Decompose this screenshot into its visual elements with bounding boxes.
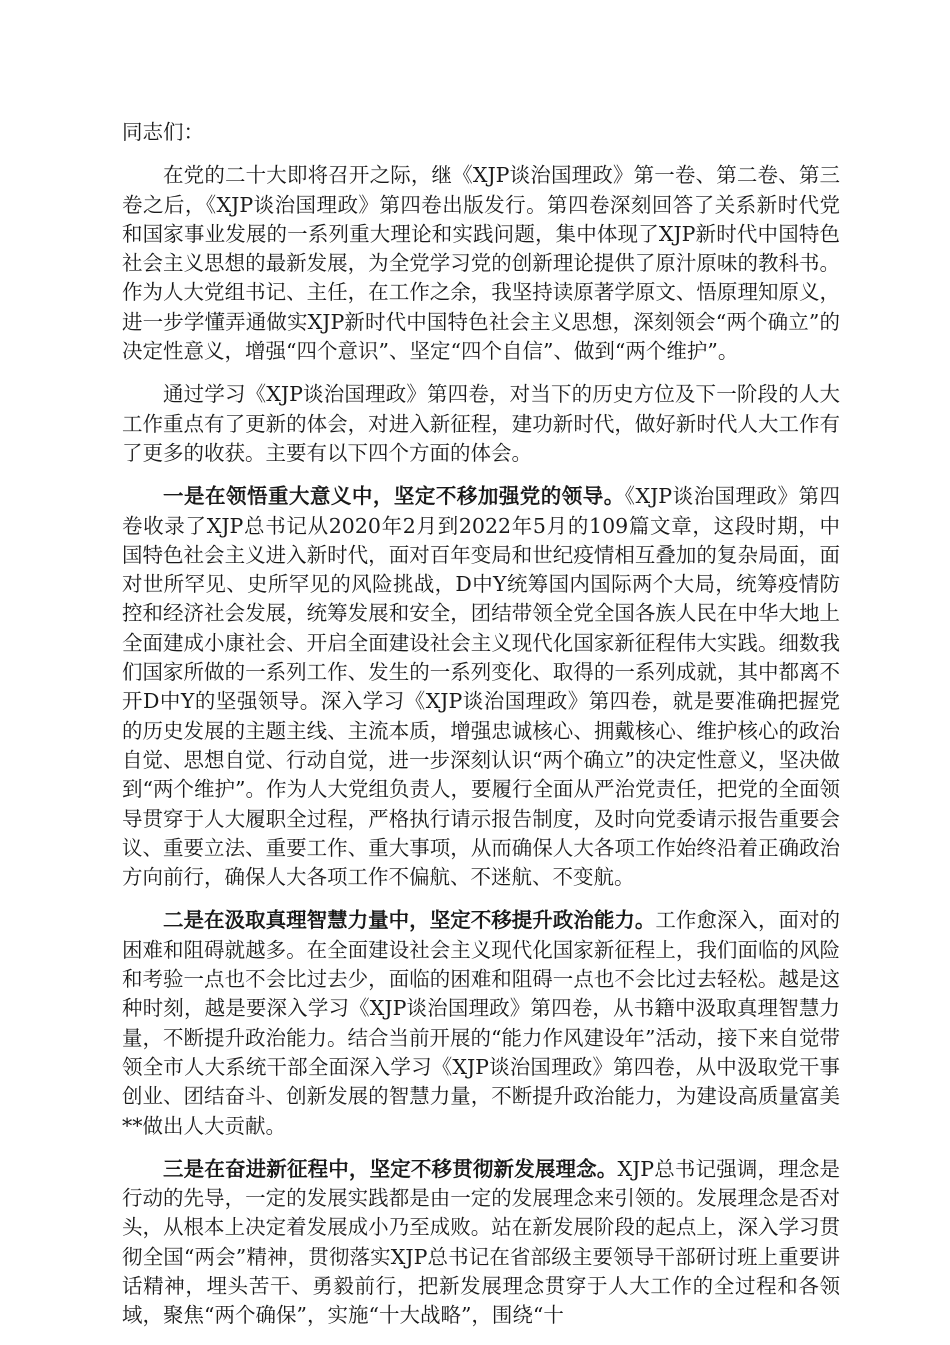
paragraph-point-two (122, 906, 840, 1140)
paragraph-lead-heading: 一是在领悟重大意义中，坚定不移加强党的领导。 (163, 484, 625, 509)
paragraph-intro (122, 161, 840, 366)
paragraph-point-one (122, 482, 840, 892)
paragraph-lead-heading: 二是在汲取真理智慧力量中，坚定不移提升政治能力。 (163, 908, 656, 933)
salutation: 同志们： (122, 120, 204, 144)
paragraph-point-three (122, 1155, 840, 1331)
paragraph-text: 通过学习《XJP谈治国理政》第四卷，对当下的历史方位及下一阶段的人大工作重点有了更新的体会，对进入新征程，建功新时代，做好新时代人大工作有了更多的收获。主要有以下四个方面的体会。 (122, 382, 840, 465)
paragraph-lead-heading: 三是在奋进新征程中，坚定不移贯彻新发展理念。 (163, 1156, 618, 1181)
paragraph-text: 工作愈深入，面对的困难和阻碍就越多。在全面建设社会主义现代化国家新征程上，我们面临的风险和考验一点也不会比过去少，面临的困难和阻碍一点也不会比过去轻松。越是这种时刻，越是要深入学习《XJP谈治国理政》第四卷，从书籍中汲取真理智慧力量，不断提升政治能力。结合当前开展的“能力作风建设年”活动，接下来自觉带领全市人大系统干部全面深入学习《XJP谈治国理政》第四卷，从中汲取党干事创业、团结奋斗、创新发展的智慧力量，不断提升政治能力，为建设高质量富美**做出人大贡献。 (122, 908, 840, 1138)
paragraph-text: 《XJP谈治国理政》第四卷收录了XJP总书记从2020年2月到2022年5月的109篇文章，这段时期，中国特色社会主义进入新时代，面对百年变局和世纪疫情相互叠加的复杂局面，面对世所罕见、史所罕见的风险挑战，D中Y统筹国内国际两个大局，统筹疫情防控和经济社会发展，统筹发展和安全，团结带领全党全国各族人民在中华大地上全面建成小康社会、开启全面建设社会主义现代化国家新征程伟大实践。细数我们国家所做的一系列工作、发生的一系列变化、取得的一系列成就，其中都离不开D中Y的坚强领导。深入学习《XJP谈治国理政》第四卷，就是要准确把握党的历史发展的主题主线、主流本质，增强忠诚核心、拥戴核心、维护核心的政治自觉、思想自觉、行动自觉，进一步深刻认识“两个确立”的决定性意义，坚决做到“两个维护”。作为人大党组负责人，要履行全面从严治党责任，把党的全面领导贯穿于人大履职全过程，严格执行请示报告制度，及时向党委请示报告重要会议、重要立法、重要工作、重大事项，从而确保人大各项工作始终沿着正确政治方向前行，确保人大各项工作不偏航、不迷航、不变航。 (122, 484, 841, 890)
paragraph-text: XJP总书记强调，理念是行动的先导，一定的发展实践都是由一定的发展理念来引领的。发展理念是否对头，从根本上决定着发展成小乃至成败。站在新发展阶段的起点上，深入学习贯彻全国“两会”精神，贯彻落实XJP总书记在省部级主要领导干部研讨班上重要讲话精神，埋头苦干、勇毅前行，把新发展理念贯穿于人大工作的全过程和各领域，聚焦“两个确保”，实施“十大战略”，围绕“十 (122, 1156, 841, 1328)
paragraph-text: 在党的二十大即将召开之际，继《XJP谈治国理政》第一卷、第二卷、第三卷之后，《XJP谈治国理政》第四卷出版发行。第四卷深刻回答了关系新时代党和国家事业发展的一系列重大理论和实践问题，集中体现了XJP新时代中国特色社会主义思想的最新发展，为全党学习党的创新理论提供了原汁原味的教科书。作为人大党组书记、主任，在工作之余，我坚持读原著学原文、悟原理知原义，进一步学懂弄通做实XJP新时代中国特色社会主义思想，深刻领会“两个确立”的决定性意义，增强“四个意识”、坚定“四个自信”、做到“两个维护”。 (122, 163, 840, 364)
paragraph-overview (122, 380, 840, 468)
document-page (122, 118, 840, 1345)
